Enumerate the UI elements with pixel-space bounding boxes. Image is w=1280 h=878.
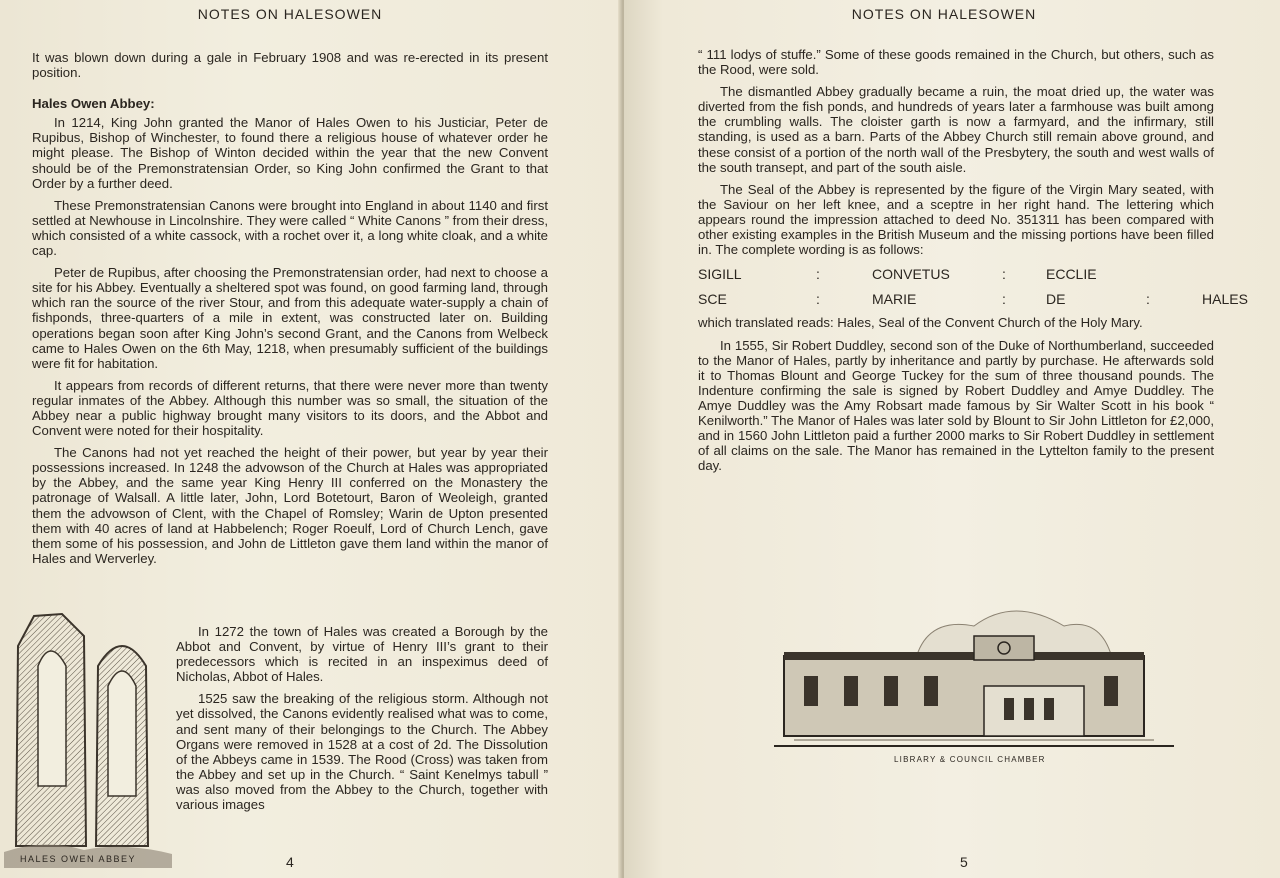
right-paragraph-4: which translated reads: Hales, Seal of the Convent Church of the Holy Mary. [698, 315, 1143, 331]
left-body-text [32, 50, 548, 566]
seal-word: CONVETUS [872, 266, 950, 283]
seal-word: ECCLIE [1046, 266, 1097, 283]
right-paragraph-5: In 1555, Sir Robert Duddley, second son of the Duke of Northumberland, succeeded to the Manor of Hales, partly by inheritance and partly by purchase. He afterwards sold it to Thomas Blount and George Tuckey for the sum of three thousand pounds. The Indenture confirming the sale is signed by Robert Duddley and Amye Duddley. The Amye Duddley was the Amy Robsart made famous by Sir Walter Scott in his book “ Kenilworth.” The Manor of Hales was later sold by Blount to Sir John Littleton for £2,000, and in 1560 John Littleton paid a further 2000 marks to Sir Robert Duddley in settlement of all claims on the sale. The Manor has remained in the Lyttelton family to the present day. [698, 337, 1214, 474]
seal-word: SCE [698, 291, 727, 308]
left-paragraph-4: It appears from records of different returns, that there were never more than twenty regular inmates of the Abbey. Although this number was so small, the situation of the Abbey near a public highway brought many visitors to its doors, and the Abbot and Convent were noted for their hospitality. [32, 377, 548, 439]
left-paragraph-6: In 1272 the town of Hales was created a Borough by the Abbot and Convent, by virtue of Henry III’s grant to their predecessors which is recited in an inspeximus deed of Nicholas, Abbot of Hales. [176, 624, 548, 685]
right-paragraph-2: The dismantled Abbey gradually became a ruin, the moat dried up, the water was diverted from the fish ponds, and hundreds of years later a farmhouse was built among the crumbling walls. The cloister garth is now a farmyard, and the infirmary, still standing, is used as a barn. Parts of the Abbey Church still remain above ground, and these consist of a portion of the north wall of the Presbytery, the south and west walls of the south transept, and part of the south aisle. [698, 84, 1214, 175]
seal-word: DE [1046, 291, 1066, 308]
abbey-ruins-illustration [4, 606, 174, 876]
section-heading: Hales Owen Abbey: [32, 96, 155, 112]
seal-separator: : [816, 291, 820, 308]
right-paragraph-1: “ 111 lodys of stuffe.” Some of these goods remained in the Church, but others, such as the Rood, were sold. [698, 47, 1214, 78]
left-paragraph-2: These Premonstratensian Canons were brought into England in about 1140 and first settled at Newhouse in Lincolnshire. They were called “ White Canons ” from their dress, which consisted of a white cassock, with a rochet over it, a long white cloak, and a white cap. [32, 197, 548, 259]
abbey-caption: HALES OWEN ABBEY [20, 854, 137, 864]
left-paragraph-0: It was blown down during a gale in February 1908 and was re-erected in its present position. [32, 50, 548, 81]
left-page [0, 0, 622, 878]
seal-inscription [698, 266, 1248, 308]
left-paragraph-3: Peter de Rupibus, after choosing the Premonstratensian order, had next to choose a site for his Abbey. Eventually a sheltered spot was found, on good farming land, through which ran the source of the river Stour, and from this adequate water-supply a chain of fishponds, three-quarters of a mile in extent, was constructed later on. Building operations began soon after King John’s second Grant, and the Canons from Welbeck came to Hales Owen on the 6th May, 1218, when presumably sufficient of the buildings were fit for habitation. [32, 265, 548, 371]
seal-separator: : [1002, 291, 1006, 308]
seal-separator: : [816, 266, 820, 283]
left-body-text-wrapped [176, 624, 548, 812]
seal-word: SIGILL [698, 266, 742, 283]
seal-separator: : [1002, 266, 1006, 283]
library-caption: LIBRARY & COUNCIL CHAMBER [894, 755, 1046, 764]
left-page-number: 4 [286, 854, 294, 870]
left-running-head: NOTES ON HALESOWEN [197, 6, 383, 22]
right-paragraph-3: The Seal of the Abbey is represented by the figure of the Virgin Mary seated, with the Saviour on her left knee, and a sceptre in her right hand. The lettering which appears round the impression attached to deed No. 351311 has been compared with other existing examples in the British Museum and the missing portions have been filled in. The complete wording is as follows: [698, 181, 1214, 258]
left-paragraph-1: In 1214, King John granted the Manor of Hales Owen to his Justiciar, Peter de Rupibus, Bishop of Winchester, to found there a religious house of whatever order he might please. The Bishop of Winton decided within the year that the new Convent should be of the Premonstratensian Order, so King John confirmed the Grant to that Order by a further deed. [32, 115, 548, 191]
right-page [624, 0, 1280, 878]
left-paragraph-5: The Canons had not yet reached the height of their power, but year by year their possessions increased. In 1248 the advowson of the Church at Hales was appropriated by the Abbey, and the same year King Henry III conferred on the Monastery the patronage of Walsall. A little later, John, Lord Botetourt, Baron of Weoleigh, granted them the advowson of Clent, with the Chapel of Romsley; Warin de Upton presented them with 40 acres of land at Habbelench; Roger Roeulf, Lord of Church Lench, gave them some of his possession, and John de Littleton gave them land within the manor of Hales and Werverley. [32, 445, 548, 566]
left-paragraph-7: 1525 saw the breaking of the religious storm. Although not yet dissolved, the Canons evidently realised what was to come, and sent many of their belongings to the Church. The Abbey Organs were removed in 1528 at a cost of 2d. The Dissolution of the Abbeys came in 1539. The Rood (Cross) was taken from the Abbey and set up in the Church. “ Saint Kenelmys tabull ” was also moved from the Abbey to the Church, together with various images [176, 691, 548, 813]
seal-word: MARIE [872, 291, 917, 308]
library-council-chamber-illustration [774, 596, 1174, 776]
right-body-text [698, 47, 1248, 480]
seal-separator: : [1146, 291, 1150, 308]
right-running-head: NOTES ON HALESOWEN [851, 6, 1037, 22]
right-page-number: 5 [960, 854, 968, 870]
seal-word: HALES [1202, 291, 1248, 308]
